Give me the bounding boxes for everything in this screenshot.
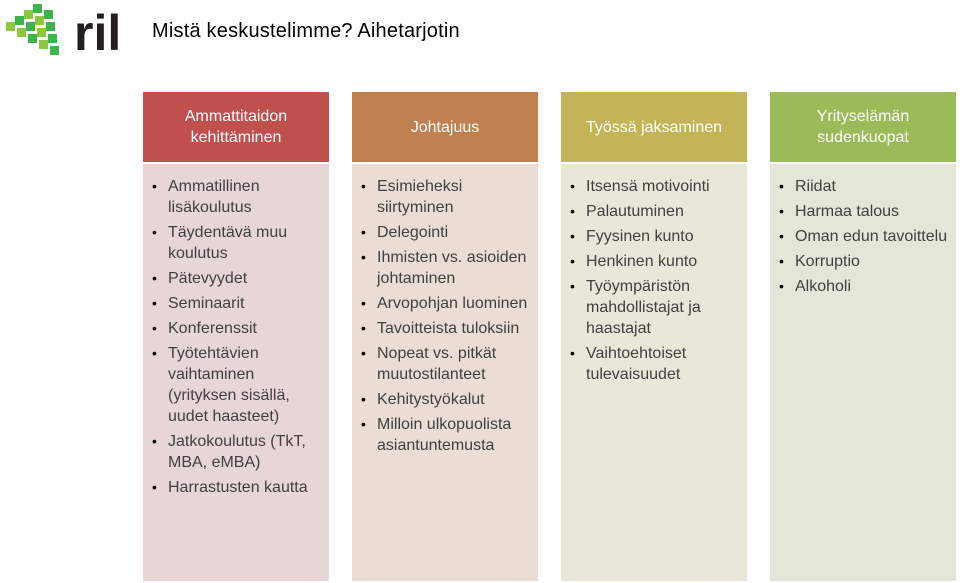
list-item: • Konferenssit [152, 320, 257, 337]
list-item: • Oman edun tavoittelu [779, 228, 948, 245]
bullet-icon: • [779, 278, 784, 294]
bullet-icon: • [361, 224, 366, 240]
bullet-icon: • [570, 228, 575, 244]
column-heading: Yrityselämän sudenkuopat [770, 92, 956, 164]
column-heading: Johtajuus [352, 92, 538, 164]
ril-logo-cubes-icon [4, 2, 128, 64]
list-item: • Nopeat vs. pitkät muutostilanteet [361, 345, 497, 383]
list-item: • Alkoholi [779, 278, 852, 295]
bullet-icon: • [361, 178, 366, 194]
list-item: • Työympäristön mahdollistajat ja haastajat [570, 278, 701, 337]
list-item: • Itsensä motivointi [570, 178, 710, 195]
bullet-icon: • [779, 178, 784, 194]
list-item: • Tavoitteista tuloksiin [361, 320, 520, 337]
list-item: • Esimieheksi siirtyminen [361, 178, 463, 216]
bullet-icon: • [361, 249, 366, 265]
ril-logo [4, 2, 128, 64]
list-item: • Delegointi [361, 224, 449, 241]
list-item: • Henkinen kunto [570, 253, 698, 270]
bullet-list [151, 176, 323, 498]
bullet-list [360, 176, 532, 456]
bullet-list [778, 176, 950, 297]
list-item: • Vaihtoehtoiset tulevaisuudet [570, 345, 687, 383]
list-item: • Kehitystyökalut [361, 391, 485, 408]
page-title: Mistä keskustelimme? Aihetarjotin [152, 20, 460, 42]
column-yritysvelaman-sudenkuopat [770, 92, 956, 581]
list-item: • Ihmisten vs. asioiden johtaminen [361, 249, 527, 287]
bullet-icon: • [361, 391, 366, 407]
bullet-list [569, 176, 741, 385]
list-item: • Arvopohjan luominen [361, 295, 528, 312]
bullet-icon: • [779, 203, 784, 219]
column-body [143, 164, 329, 581]
bullet-icon: • [570, 253, 575, 269]
list-item: • Harmaa talous [779, 203, 900, 220]
bullet-icon: • [570, 278, 575, 294]
column-heading: Työssä jaksaminen [561, 92, 747, 164]
column-tyossa-jaksaminen [561, 92, 747, 581]
bullet-icon: • [570, 345, 575, 361]
list-item: • Seminaarit [152, 295, 245, 312]
ril-logo-text: ril [74, 5, 122, 61]
list-item: • Palautuminen [570, 203, 684, 220]
bullet-icon: • [152, 345, 157, 361]
column-body [561, 164, 747, 581]
bullet-icon: • [779, 253, 784, 269]
list-item: • Harrastusten kautta [152, 479, 308, 496]
bullet-icon: • [152, 270, 157, 286]
bullet-icon: • [361, 320, 366, 336]
bullet-icon: • [570, 203, 575, 219]
bullet-icon: • [152, 479, 157, 495]
bullet-icon: • [152, 433, 157, 449]
list-item: • Riidat [779, 178, 836, 195]
column-ammattitaito [143, 92, 329, 581]
column-johtajuus [352, 92, 538, 581]
list-item: • Milloin ulkopuolista asiantuntemusta [361, 416, 512, 454]
column-body [770, 164, 956, 581]
bullet-icon: • [361, 345, 366, 361]
bullet-icon: • [152, 224, 157, 240]
bullet-icon: • [361, 416, 366, 432]
list-item: • Fyysinen kunto [570, 228, 694, 245]
list-item: • Ammatillinen lisäkoulutus [152, 178, 260, 216]
bullet-icon: • [152, 320, 157, 336]
bullet-icon: • [152, 295, 157, 311]
list-item: • Pätevyydet [152, 270, 248, 287]
list-item: • Täydentävä muu koulutus [152, 224, 288, 262]
bullet-icon: • [361, 295, 366, 311]
list-item: • Jatkokoulutus (TkT, MBA, eMBA) [152, 433, 306, 471]
column-body [352, 164, 538, 581]
column-heading: Ammattitaidon kehittäminen [143, 92, 329, 164]
list-item: • Korruptio [779, 253, 860, 270]
bullet-icon: • [152, 178, 157, 194]
bullet-icon: • [570, 178, 575, 194]
list-item: • Työtehtävien vaihtaminen (yrityksen sisällä, uudet haasteet) [152, 345, 290, 425]
bullet-icon: • [779, 228, 784, 244]
